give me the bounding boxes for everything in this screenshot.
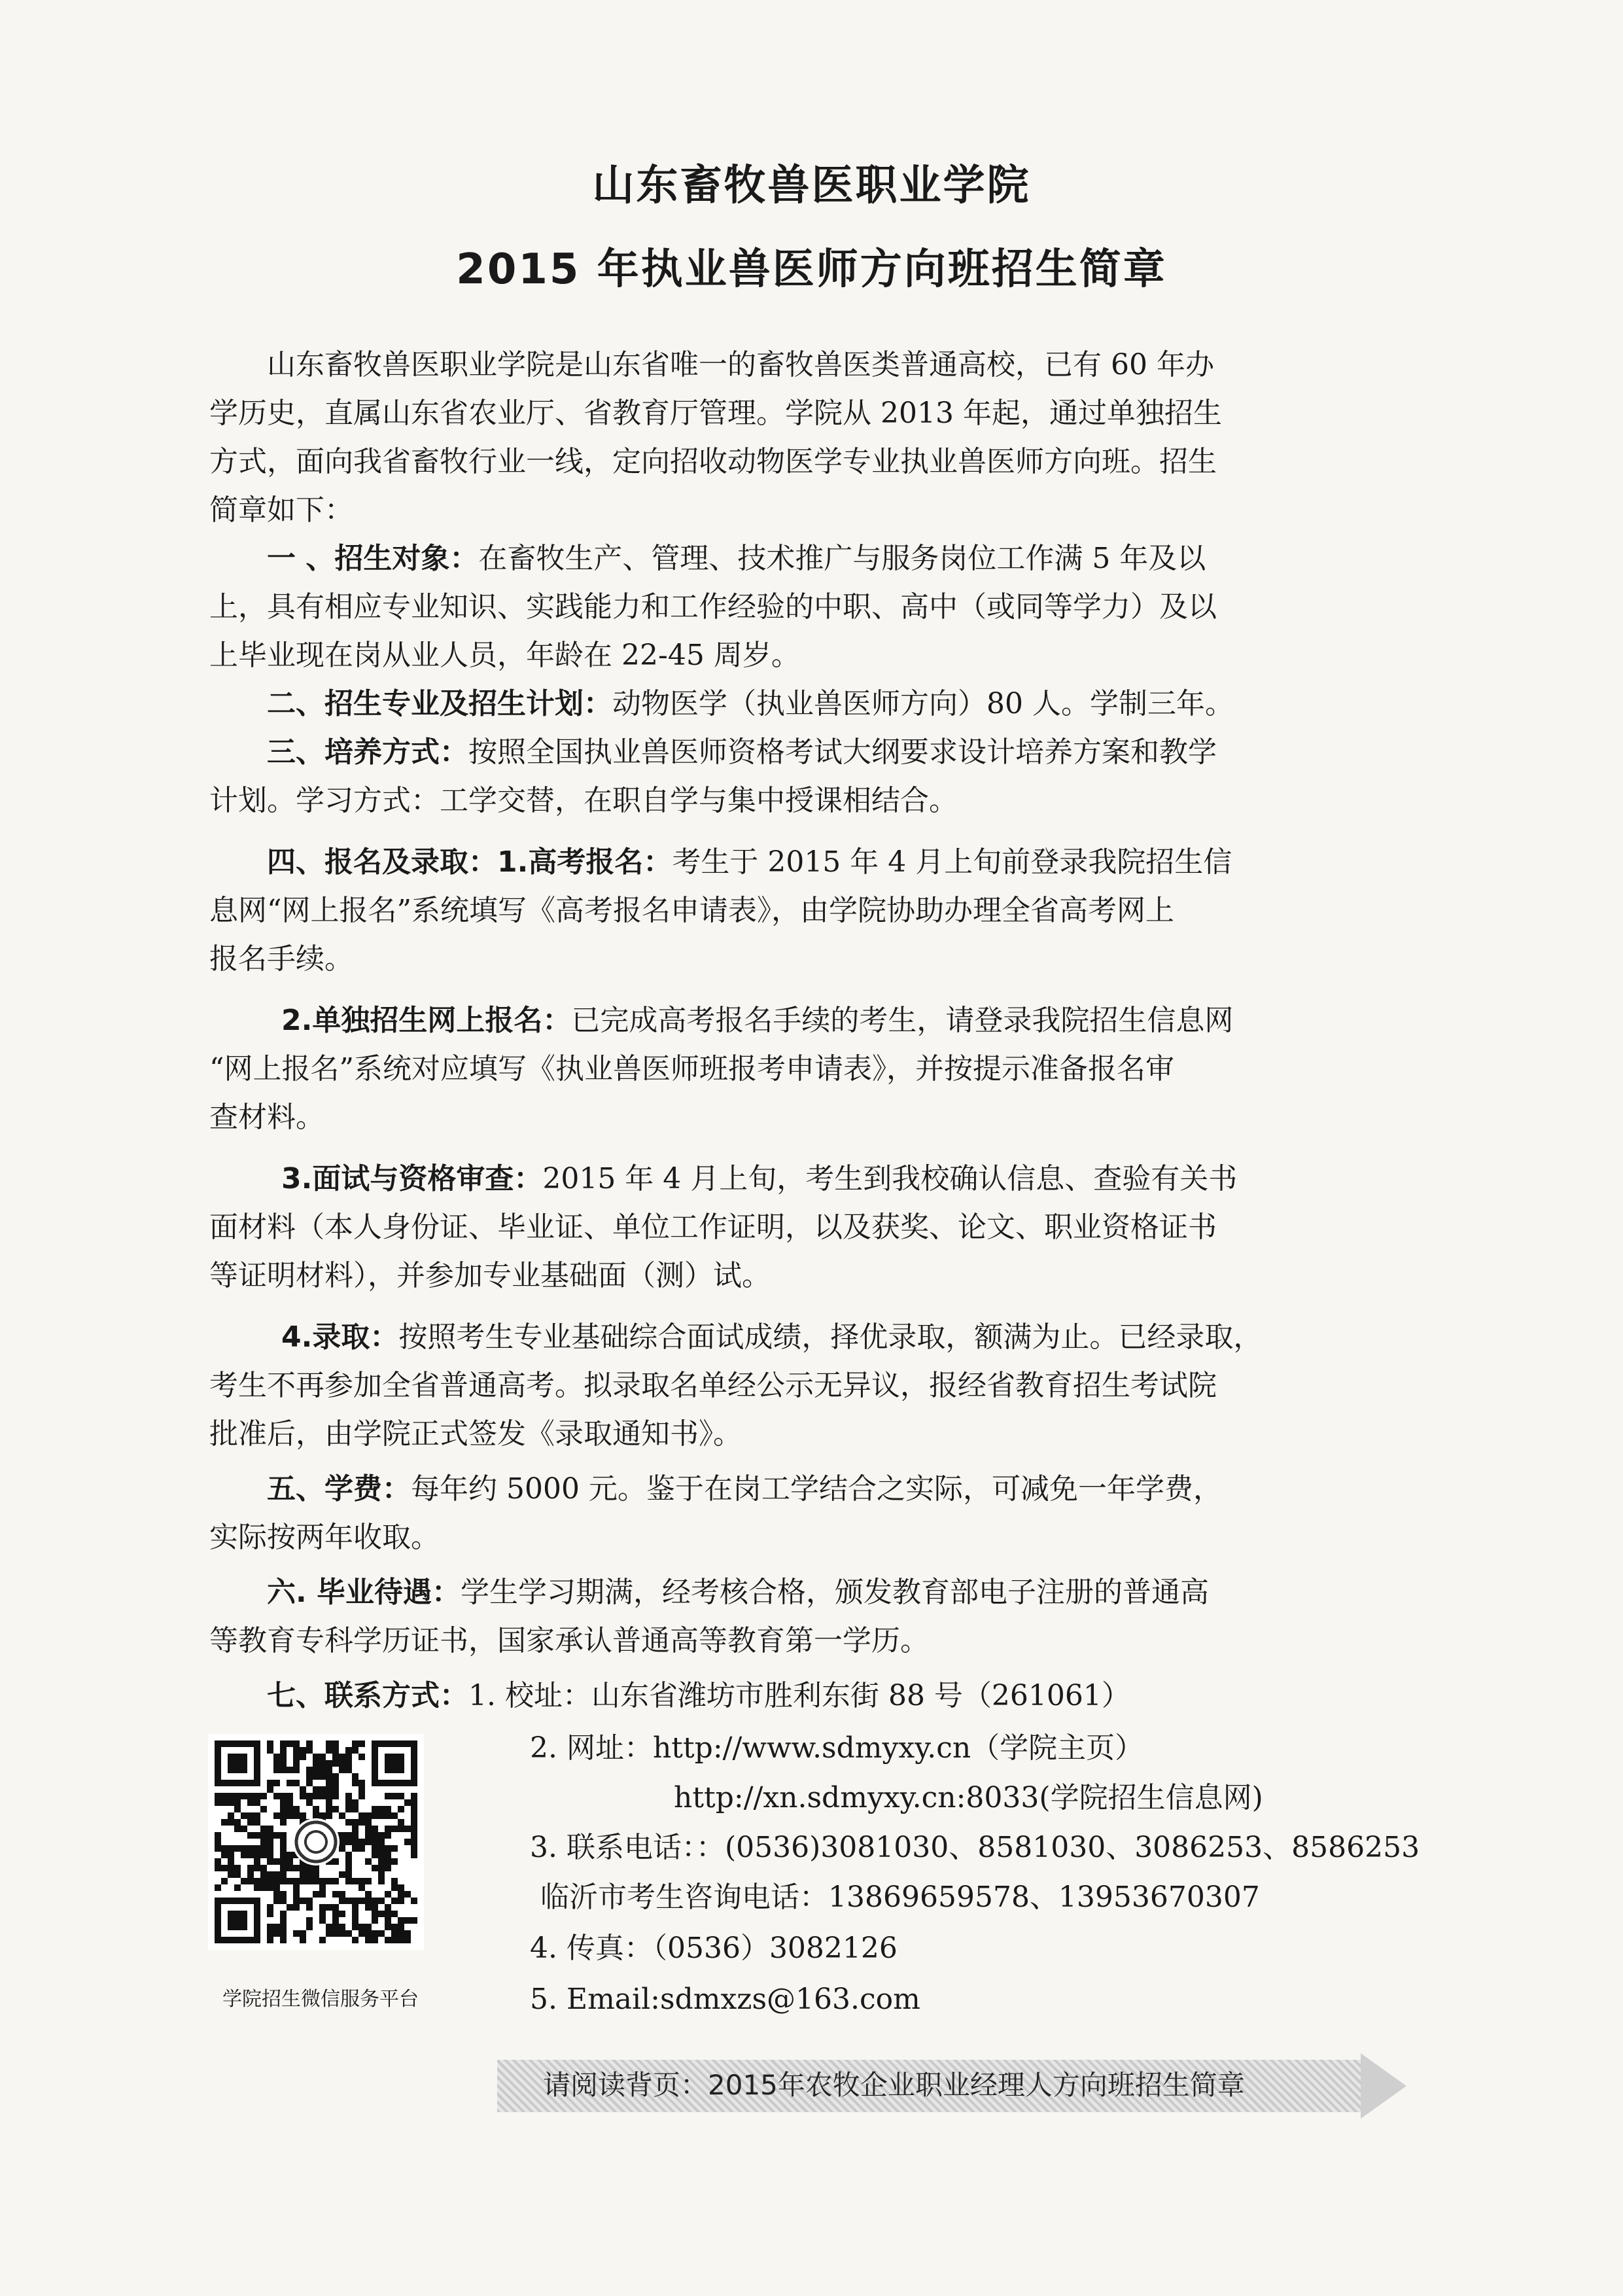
section-5-label: 五、学费：	[267, 1472, 411, 1506]
section-4-line: 面材料（本人身份证、毕业证、单位工作证明，以及获奖、论文、职业资格证书	[209, 1210, 1217, 1244]
section-4-line: 查材料。	[209, 1101, 324, 1134]
section-4-line: 考生不再参加全省普通高考。拟录取名单经公示无异议，报经省教育招生考试院	[209, 1369, 1217, 1402]
back-page-banner	[497, 2060, 1406, 2112]
wechat-qr-code	[208, 1734, 424, 1950]
section-4-line: 4.录取：按照考生专业基础综合面试成绩，择优录取，额满为止。已经录取，	[281, 1320, 1263, 1354]
section-4-sub2-label: 2.单独招生网上报名：	[281, 1004, 572, 1037]
section-4-line: 报名手续。	[209, 942, 353, 976]
intro-line: 简章如下：	[209, 493, 353, 527]
contact-website-admissions: http://xn.sdmyxy.cn:8033(学院招生信息网)	[674, 1781, 1263, 1814]
section-4-line: “网上报名”系统对应填写《执业兽医师班报考申请表》，并按提示准备报名审	[209, 1052, 1174, 1086]
section-5-line: 实际按两年收取。	[209, 1521, 440, 1554]
section-1-line: 上，具有相应专业知识、实践能力和工作经验的中职、高中（或同等学力）及以	[209, 590, 1217, 624]
section-4-line: 四、报名及录取：1.高考报名：考生于 2015 年 4 月上旬前登录我院招生信	[267, 845, 1232, 879]
section-4-label: 四、报名及录取：	[267, 845, 497, 879]
contact-website: 2. 网址：http://www.sdmyxy.cn（学院主页）	[530, 1731, 1144, 1765]
section-3-line: 计划。学习方式：工学交替，在职自学与集中授课相结合。	[209, 784, 958, 817]
contact-phone: 3. 联系电话：：(0536)3081030、8581030、3086253、8586253	[530, 1831, 1420, 1864]
section-2-line: 二、招生专业及招生计划：动物医学（执业兽医师方向）80 人。学制三年。	[267, 687, 1234, 720]
section-6-label: 六. 毕业待遇：	[267, 1576, 461, 1609]
section-5-line: 五、学费：每年约 5000 元。鉴于在岗工学结合之实际，可减免一年学费，	[267, 1472, 1222, 1506]
section-1-line: 一 、招生对象：在畜牧生产、管理、技术推广与服务岗位工作满 5 年及以	[267, 542, 1206, 575]
section-4-line: 息网“网上报名”系统填写《高考报名申请表》，由学院协助办理全省高考网上	[209, 894, 1174, 927]
section-1-line: 上毕业现在岗从业人员，年龄在 22-45 周岁。	[209, 639, 800, 672]
section-4-line: 2.单独招生网上报名：已完成高考报名手续的考生，请登录我院招生信息网	[281, 1004, 1234, 1037]
contact-email: 5. Email:sdmxzs@163.com	[530, 1983, 920, 2016]
section-7-label: 七、联系方式：	[267, 1679, 468, 1712]
section-3-line: 三、培养方式：按照全国执业兽医师资格考试大纲要求设计培养方案和教学	[267, 735, 1217, 769]
section-2-label: 二、招生专业及招生计划：	[267, 687, 612, 720]
section-4-line: 等证明材料），并参加专业基础面（测）试。	[209, 1259, 771, 1292]
section-6-line: 等教育专科学历证书，国家承认普通高等教育第一学历。	[209, 1624, 929, 1657]
section-1-label: 一 、招生对象：	[267, 542, 479, 575]
section-4-sub4-label: 4.录取：	[281, 1320, 399, 1354]
contact-fax: 4. 传真：（0536）3082126	[530, 1932, 898, 1965]
intro-line: 方式，面向我省畜牧行业一线，定向招收动物医学专业执业兽医师方向班。招生	[209, 445, 1217, 478]
contact-address: 1. 校址：山东省潍坊市胜利东街 88 号（261061）	[468, 1679, 1130, 1712]
page-subtitle: 2015 年执业兽医师方向班招生简章	[456, 245, 1167, 294]
section-7-line	[209, 1678, 1510, 1714]
intro-line: 山东畜牧兽医职业学院是山东省唯一的畜牧兽医类普通高校，已有 60 年办	[267, 348, 1214, 381]
section-3-label: 三、培养方式：	[267, 735, 468, 769]
section-4-sub3-label: 3.面试与资格审查：	[281, 1162, 543, 1195]
section-4-line: 批准后，由学院正式签发《录取通知书》。	[209, 1417, 742, 1451]
intro-line: 学历史，直属山东省农业厅、省教育厅管理。学院从 2013 年起，通过单独招生	[209, 397, 1222, 430]
banner-text: 请阅读背页：2015年农牧企业职业经理人方向班招生简章	[543, 2069, 1245, 2101]
section-4-line: 3.面试与资格审查：2015 年 4 月上旬，考生到我校确认信息、查验有关书	[281, 1162, 1238, 1195]
qr-caption: 学院招生微信服务平台	[222, 1988, 419, 2011]
page-title: 山东畜牧兽医职业学院	[592, 162, 1031, 210]
section-4-sub1-label: 1.高考报名：	[497, 845, 672, 879]
section-6-line: 六. 毕业待遇：学生学习期满，经考核合格，颁发教育部电子注册的普通高	[267, 1576, 1210, 1609]
contact-phone-linyi: 临沂市考生咨询电话：13869659578、13953670307	[540, 1881, 1260, 1914]
